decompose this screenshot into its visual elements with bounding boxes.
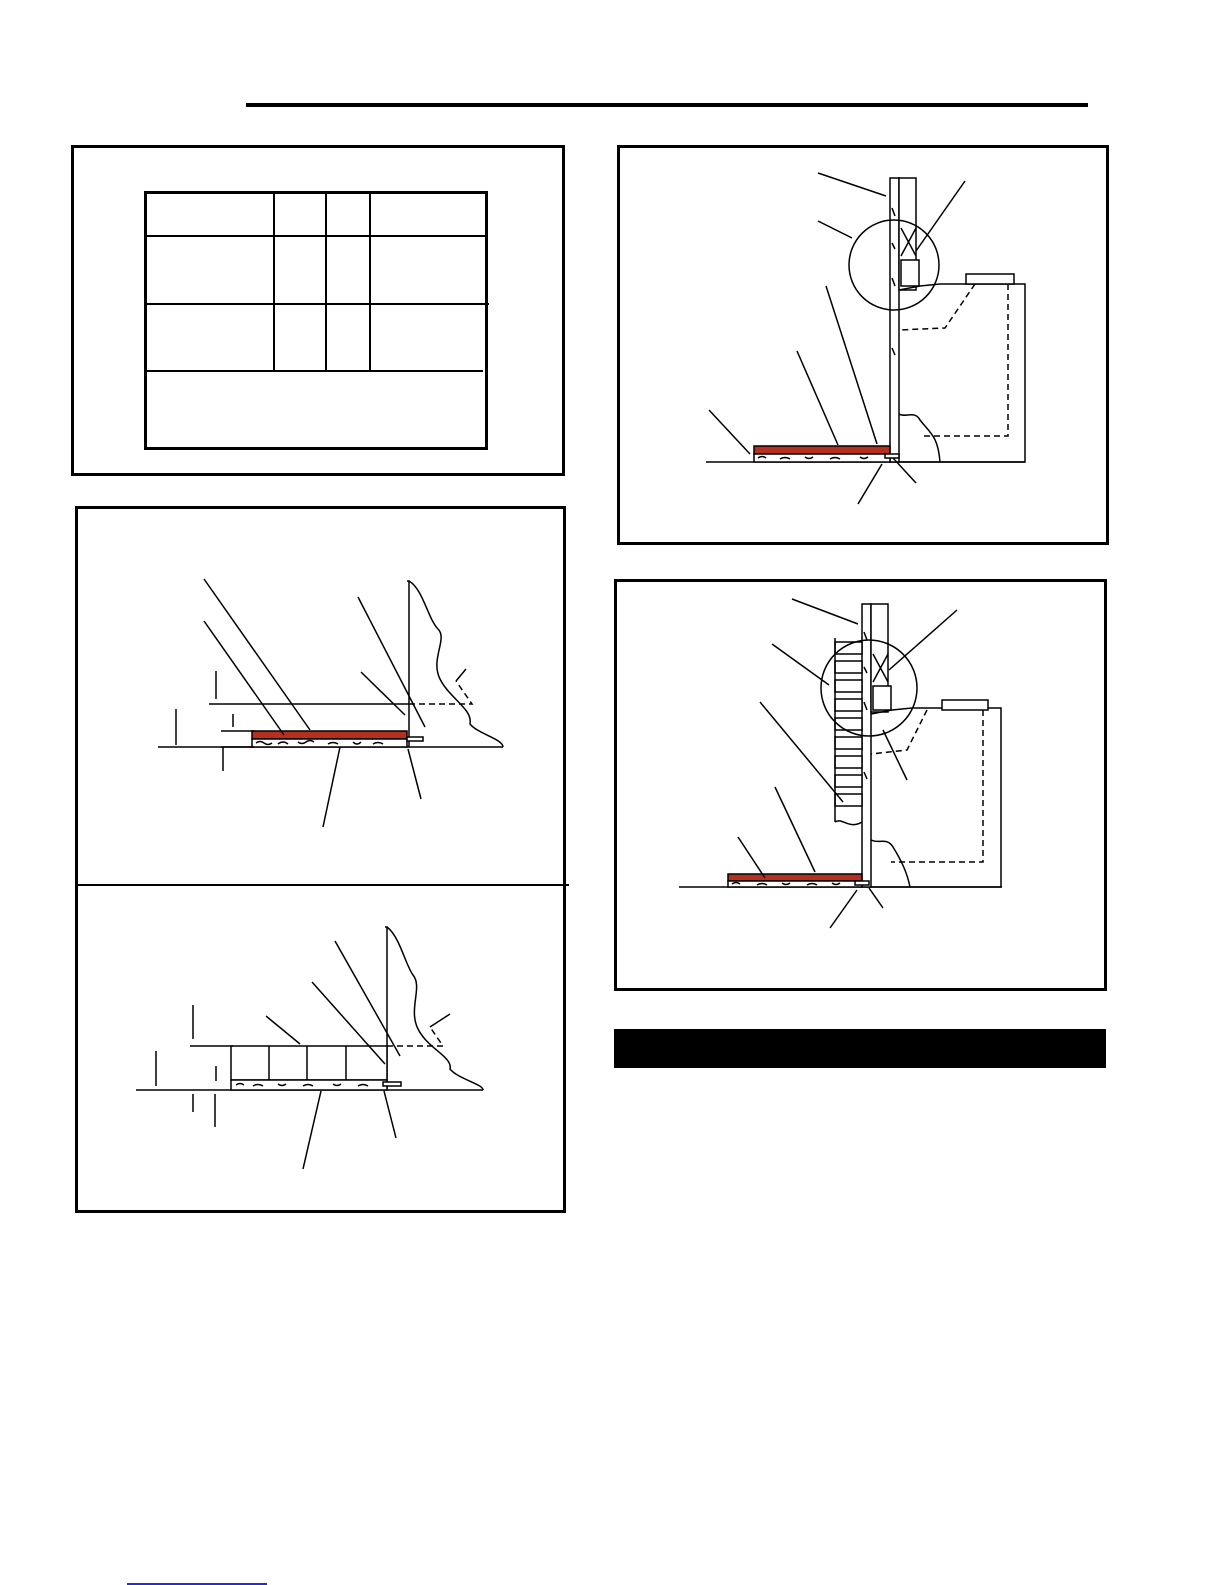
table-col-divider bbox=[369, 194, 371, 370]
cutaway-b-drawing bbox=[617, 582, 1110, 994]
clearance-table bbox=[144, 191, 488, 450]
table-col-divider bbox=[325, 194, 327, 370]
cutaway-a-drawing bbox=[620, 148, 1112, 548]
cutaway-diagram-a bbox=[617, 145, 1109, 545]
clearance-table-panel bbox=[71, 145, 565, 476]
table-col-divider bbox=[273, 194, 275, 370]
header-rule bbox=[246, 103, 1088, 107]
table-row-divider bbox=[147, 235, 485, 237]
table-row-divider bbox=[147, 303, 489, 305]
hearth-extension-panel bbox=[75, 506, 566, 1213]
hearth-extension-diagrams bbox=[78, 509, 569, 1216]
section-heading-bar bbox=[614, 1029, 1106, 1068]
cutaway-diagram-b bbox=[614, 579, 1107, 991]
table-row-divider bbox=[147, 370, 483, 372]
